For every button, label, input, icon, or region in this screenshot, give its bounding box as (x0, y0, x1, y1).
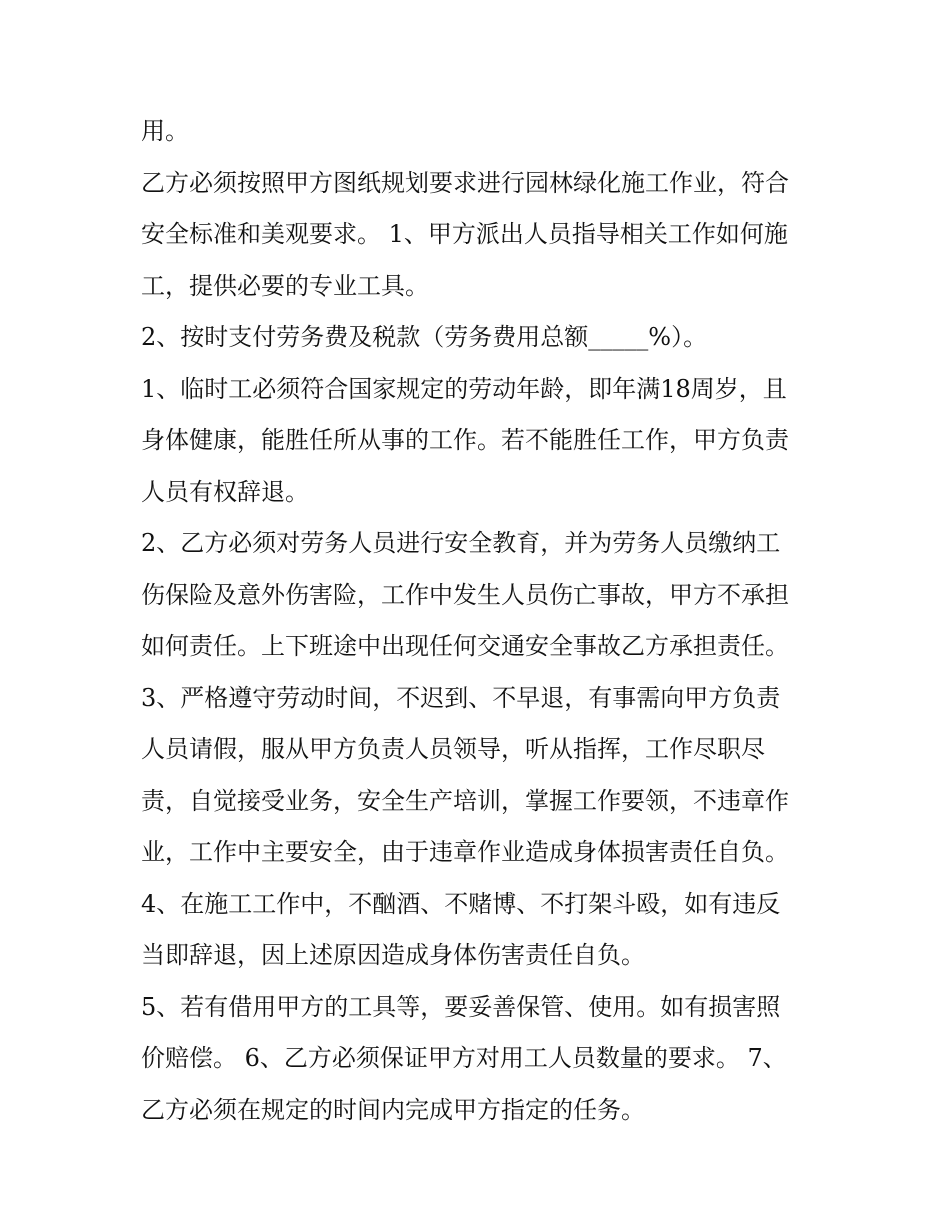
text-line: 3、严格遵守劳动时间，不迟到、不早退，有事需向甲方负责 (141, 683, 781, 712)
text-line: 1、临时工必须符合国家规定的劳动年龄，即年满18周岁，且 (141, 374, 787, 403)
text-line: 价赔偿。 6、乙方必须保证甲方对用工人员数量的要求。 7、 (141, 1044, 787, 1072)
text-line: 如何责任。上下班途中出现任何交通安全事故乙方承担责任。 (141, 632, 789, 660)
text-line: 4、在施工工作中，不酗酒、不赌博、不打架斗殴，如有违反 (141, 889, 781, 918)
text-line: 责，自觉接受业务，安全生产培训，掌握工作要领，不违章作 (141, 786, 789, 815)
text-line: 2、按时支付劳务费及税款（劳务费用总额_____%）。 (141, 323, 708, 351)
text-line: 5、若有借用甲方的工具等，要妥善保管、使用。如有损害照 (141, 992, 781, 1021)
text-line: 当即辞退，因上述原因造成身体伤害责任自负。 (141, 941, 645, 969)
text-line: 乙方必须按照甲方图纸规划要求进行园林绿化施工作业，符合 (141, 168, 789, 197)
text-line: 工，提供必要的专业工具。 (141, 271, 429, 300)
text-line: 人员请假，服从甲方负责人员领导，听从指挥，工作尽职尽 (141, 735, 765, 763)
text-line: 2、乙方必须对劳务人员进行安全教育，并为劳务人员缴纳工 (141, 529, 781, 557)
text-line: 身体健康，能胜任所从事的工作。若不能胜任工作，甲方负责 (141, 426, 789, 454)
text-line: 人员有权辞退。 (141, 477, 309, 506)
text-line: 业，工作中主要安全，由于违章作业造成身体损害责任自负。 (141, 838, 789, 866)
text-line: 伤保险及意外伤害险，工作中发生人员伤亡事故，甲方不承担 (141, 580, 789, 609)
text-line: 安全标准和美观要求。 1、甲方派出人员指导相关工作如何施 (141, 220, 788, 248)
contract-text (141, 106, 821, 1136)
text-line: 乙方必须在规定的时间内完成甲方指定的任务。 (141, 1095, 645, 1124)
text-line: 用。 (141, 117, 189, 145)
